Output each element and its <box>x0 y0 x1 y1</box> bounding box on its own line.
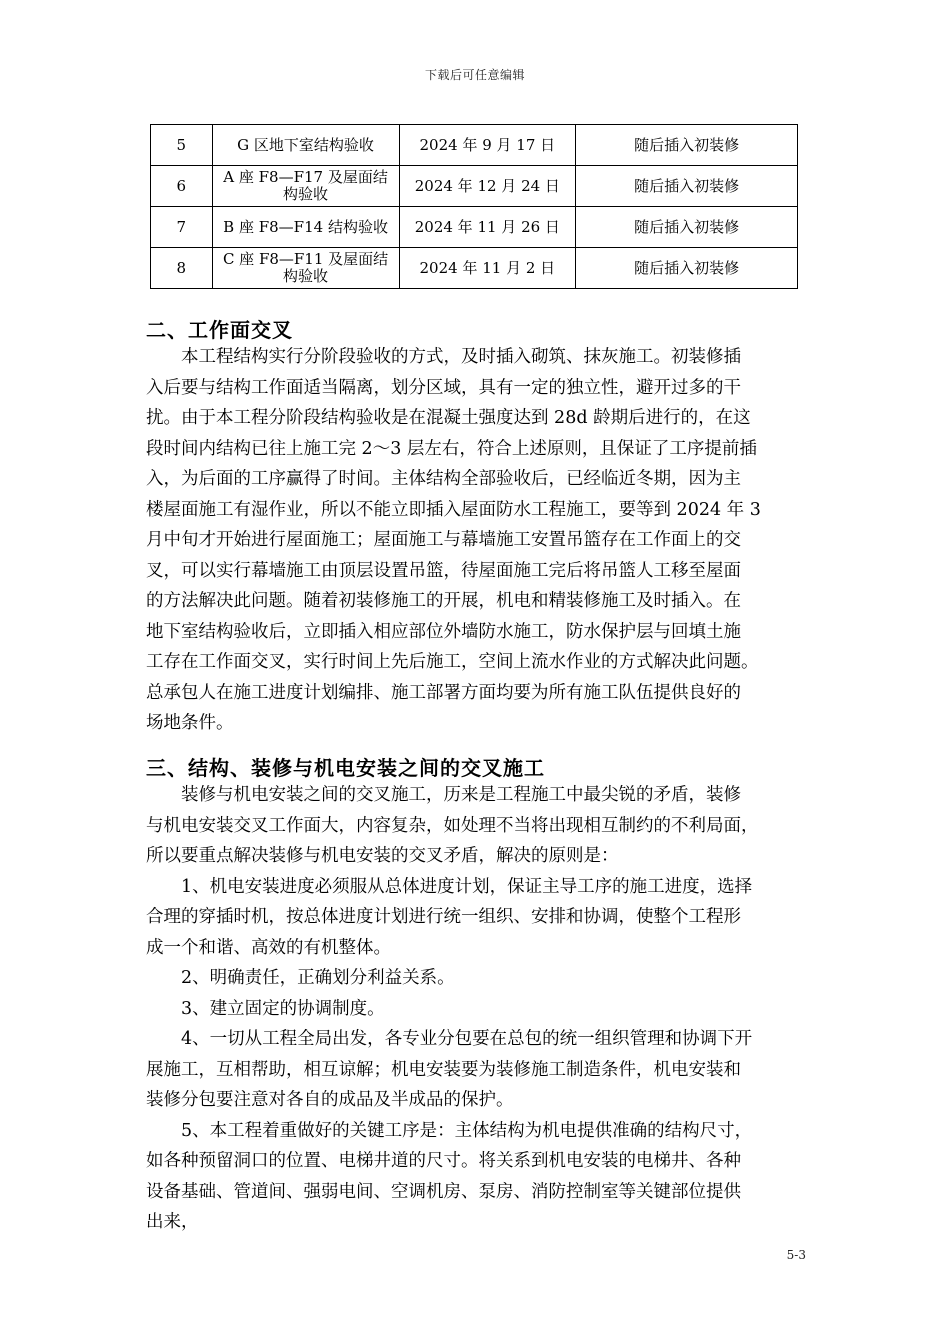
text-line: 入，为后面的工序赢得了时间。主体结构全部验收后，已经临近冬期，因为主 <box>146 469 741 489</box>
text-line: 如各种预留洞口的位置、电梯井道的尺寸。将关系到机电安装的电梯井、各种 <box>146 1151 741 1171</box>
text-line: 出来， <box>146 1212 199 1232</box>
row-item: B 座 F8—F14 结构验收 <box>212 207 399 248</box>
table-row <box>151 207 798 248</box>
text-line: 3、建立固定的协调制度。 <box>146 998 385 1019</box>
row-date: 2024 年 12 月 24 日 <box>399 166 576 207</box>
row-item: A 座 F8—F17 及屋面结构验收 <box>212 166 399 207</box>
row-number: 6 <box>151 166 213 207</box>
schedule-table <box>150 124 798 289</box>
text-line: 与机电安装交叉工作面大，内容复杂，如处理不当将出现相互制约的不利局面， <box>146 815 759 836</box>
section-2-heading: 二、工作面交叉 <box>146 318 293 342</box>
section-3-body <box>146 780 810 1238</box>
text-line: 4、一切从工程全局出发，各专业分包要在总包的统一组织管理和协调下开 <box>146 1029 753 1049</box>
text-line: 的方法解决此问题。随着初装修施工的开展，机电和精装修施工及时插入。在 <box>146 591 741 611</box>
text-line: 工存在工作面交叉，实行时间上先后施工，空间上流水作业的方式解决此问题。 <box>146 652 759 672</box>
page-header: 下载后可任意编辑 <box>424 68 525 82</box>
text-line: 2、明确责任，正确划分利益关系。 <box>146 968 455 988</box>
page-number: 5-3 <box>786 1248 806 1262</box>
text-line: 装修分包要注意对各自的成品及半成品的保护。 <box>146 1090 514 1110</box>
row-date: 2024 年 9 月 17 日 <box>399 125 576 166</box>
text-line: 扰。由于本工程分阶段结构验收是在混凝土强度达到 28d 龄期后进行的，在这 <box>146 408 751 428</box>
row-note: 随后插入初装修 <box>576 248 798 289</box>
text-line: 场地条件。 <box>146 713 234 733</box>
table-row <box>151 125 798 166</box>
table-row <box>151 248 798 289</box>
text-line: 所以要重点解决装修与机电安装的交叉矛盾，解决的原则是： <box>146 846 619 866</box>
text-line: 楼屋面施工有湿作业，所以不能立即插入屋面防水工程施工，要等到 2024 年 3 <box>146 499 761 520</box>
table-row <box>151 166 798 207</box>
row-note: 随后插入初装修 <box>576 125 798 166</box>
text-line: 地下室结构验收后，立即插入相应部位外墙防水施工，防水保护层与回填土施 <box>146 621 741 642</box>
row-number: 8 <box>151 248 213 289</box>
row-note: 随后插入初装修 <box>576 207 798 248</box>
text-line: 总承包人在施工进度计划编排、施工部署方面均要为所有施工队伍提供良好的 <box>146 682 741 703</box>
row-item: G 区地下室结构验收 <box>212 125 399 166</box>
text-line: 展施工，互相帮助，相互谅解；机电安装要为装修施工制造条件，机电安装和 <box>146 1059 741 1080</box>
text-line: 段时间内结构已往上施工完 2～3 层左右，符合上述原则，且保证了工序提前插 <box>146 438 757 459</box>
row-date: 2024 年 11 月 26 日 <box>399 207 576 248</box>
text-line: 1、机电安装进度必须服从总体进度计划，保证主导工序的施工进度，选择 <box>146 876 753 897</box>
text-line: 本工程结构实行分阶段验收的方式，及时插入砌筑、抹灰施工。初装修插 <box>146 347 741 367</box>
text-line: 月中旬才开始进行屋面施工；屋面施工与幕墙施工安置吊篮存在工作面上的交 <box>146 530 741 550</box>
text-line: 合理的穿插时机，按总体进度计划进行统一组织、安排和协调，使整个工程形 <box>146 907 741 927</box>
row-note: 随后插入初装修 <box>576 166 798 207</box>
row-date: 2024 年 11 月 2 日 <box>399 248 576 289</box>
text-line: 成一个和谐、高效的有机整体。 <box>146 937 391 958</box>
section-2-body <box>146 342 810 739</box>
text-line: 设备基础、管道间、强弱电间、空调机房、泵房、消防控制室等关键部位提供 <box>146 1181 741 1202</box>
row-item: C 座 F8—F11 及屋面结构验收 <box>212 248 399 289</box>
section-3-heading: 三、结构、装修与机电安装之间的交叉施工 <box>146 756 545 780</box>
text-line: 装修与机电安装之间的交叉施工，历来是工程施工中最尖锐的矛盾，装修 <box>146 785 741 805</box>
row-number: 5 <box>151 125 213 166</box>
text-line: 入后要与结构工作面适当隔离，划分区域，具有一定的独立性，避开过多的干 <box>146 377 741 398</box>
text-line: 5、本工程着重做好的关键工序是：主体结构为机电提供准确的结构尺寸， <box>146 1120 753 1141</box>
row-number: 7 <box>151 207 213 248</box>
text-line: 叉，可以实行幕墙施工由顶层设置吊篮，待屋面施工完后将吊篮人工移至屋面 <box>146 560 741 581</box>
